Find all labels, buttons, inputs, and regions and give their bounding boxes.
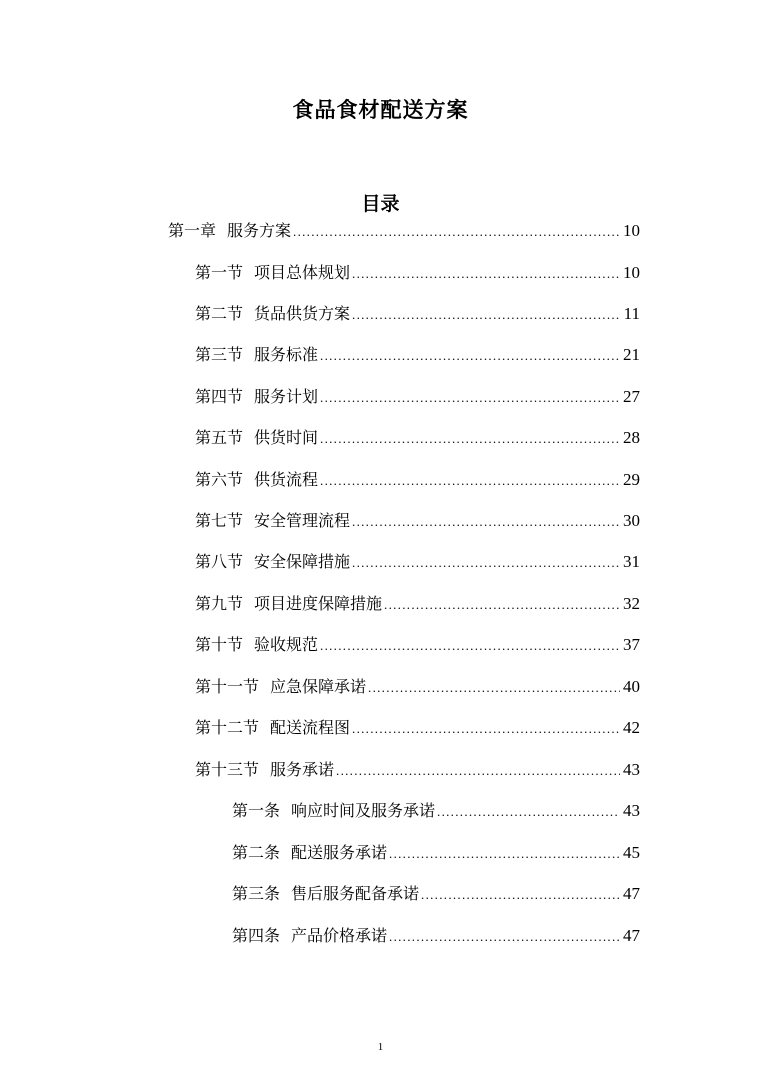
toc-entry-page: 47 [623,884,640,903]
toc-dot-leader [320,387,620,409]
toc-entry-title: 配送服务承诺 [291,843,388,862]
toc-entry-section-4[interactable] [195,386,640,409]
toc-entry-page: 10 [623,221,640,240]
toc-entry-section-9[interactable] [195,593,640,616]
toc-entry-title: 安全管理流程 [254,511,351,530]
toc-entry-number: 第六节 [195,470,244,489]
toc-entry-page: 28 [623,428,640,447]
toc-entry-article-3[interactable] [232,883,640,906]
toc-entry-page: 21 [623,345,640,364]
toc-entry-title: 服务方案 [227,221,292,240]
toc-entry-number: 第七节 [195,511,244,530]
toc-entry-section-5[interactable] [195,427,640,450]
toc-dot-leader [389,843,620,865]
toc-dot-leader [389,926,620,948]
toc-entry-number: 第九节 [195,594,244,613]
toc-entry-section-3[interactable] [195,344,640,367]
toc-entry-number: 第四节 [195,387,244,406]
toc-entry-title: 货品供货方案 [254,304,351,323]
toc-entry-page: 11 [623,304,640,323]
toc-entry-page: 31 [623,552,640,571]
toc-entry-title: 安全保障措施 [254,552,351,571]
toc-entry-number: 第三节 [195,345,244,364]
toc-dot-leader [320,345,620,367]
toc-entry-page: 47 [623,926,640,945]
toc-entry-section-6[interactable] [195,469,640,492]
toc-entry-title: 供货时间 [254,428,319,447]
page-number: 1 [377,1041,384,1053]
toc-dot-leader [293,221,620,243]
toc-dot-leader [352,552,620,574]
toc-heading: 目录 [361,193,400,215]
toc-entry-number: 第五节 [195,428,244,447]
toc-entry-number: 第一章 [168,221,217,240]
toc-entry-title: 产品价格承诺 [291,926,388,945]
toc-entry-number: 第十一节 [195,677,260,696]
toc-entry-number: 第三条 [232,884,281,903]
toc-entry-number: 第十三节 [195,760,260,779]
toc-entry-section-11[interactable] [195,676,640,699]
toc-entry-page: 43 [623,801,640,820]
toc-dot-leader [352,263,620,285]
toc-dot-leader [320,428,620,450]
toc-entry-page: 45 [623,843,640,862]
toc-entry-title: 应急保障承诺 [270,677,367,696]
toc-dot-leader [320,635,620,657]
toc-entry-section-8[interactable] [195,551,640,574]
toc-entry-page: 29 [623,470,640,489]
toc-entry-article-2[interactable] [232,842,640,865]
toc-entry-title: 服务承诺 [270,760,335,779]
toc-entry-page: 42 [623,718,640,737]
toc-entry-page: 40 [623,677,640,696]
toc-dot-leader [421,884,620,906]
toc-entry-number: 第十二节 [195,718,260,737]
toc-entry-section-7[interactable] [195,510,640,533]
toc-entry-page: 27 [623,387,640,406]
toc-entry-article-1[interactable] [232,800,640,823]
toc-entry-number: 第一条 [232,801,281,820]
toc-entry-page: 43 [623,760,640,779]
toc-entry-section-13[interactable] [195,759,640,782]
toc-entry-number: 第四条 [232,926,281,945]
toc-dot-leader [352,304,621,326]
toc-entry-page: 10 [623,263,640,282]
toc-entry-number: 第一节 [195,263,244,282]
toc-entry-section-1[interactable] [195,262,640,285]
document-title: 食品食材配送方案 [292,98,469,122]
toc-entry-article-4[interactable] [232,925,640,948]
toc-entry-title: 验收规范 [254,635,319,654]
toc-entry-title: 配送流程图 [270,718,351,737]
toc-dot-leader [352,718,620,740]
toc-entry-section-2[interactable] [195,303,640,326]
toc-entry-number: 第八节 [195,552,244,571]
toc-entry-title: 供货流程 [254,470,319,489]
toc-entry-number: 第二条 [232,843,281,862]
toc-entry-section-12[interactable] [195,717,640,740]
toc-dot-leader [352,511,620,533]
toc-entry-page: 37 [623,635,640,654]
toc-entry-title: 项目进度保障措施 [254,594,383,613]
toc-dot-leader [384,594,620,616]
toc-dot-leader [336,760,620,782]
toc-entry-page: 32 [623,594,640,613]
toc-dot-leader [368,677,620,699]
toc-dot-leader [320,470,620,492]
toc-entry-number: 第十节 [195,635,244,654]
toc-entry-page: 30 [623,511,640,530]
toc-entry-title: 售后服务配备承诺 [291,884,420,903]
toc-entry-title: 响应时间及服务承诺 [291,801,436,820]
toc-entry-chapter-1[interactable] [168,220,640,243]
toc-entry-section-10[interactable] [195,634,640,657]
toc-entry-title: 服务计划 [254,387,319,406]
toc-entry-title: 项目总体规划 [254,263,351,282]
toc-dot-leader [437,801,620,823]
toc-entry-title: 服务标准 [254,345,319,364]
toc-entry-number: 第二节 [195,304,244,323]
